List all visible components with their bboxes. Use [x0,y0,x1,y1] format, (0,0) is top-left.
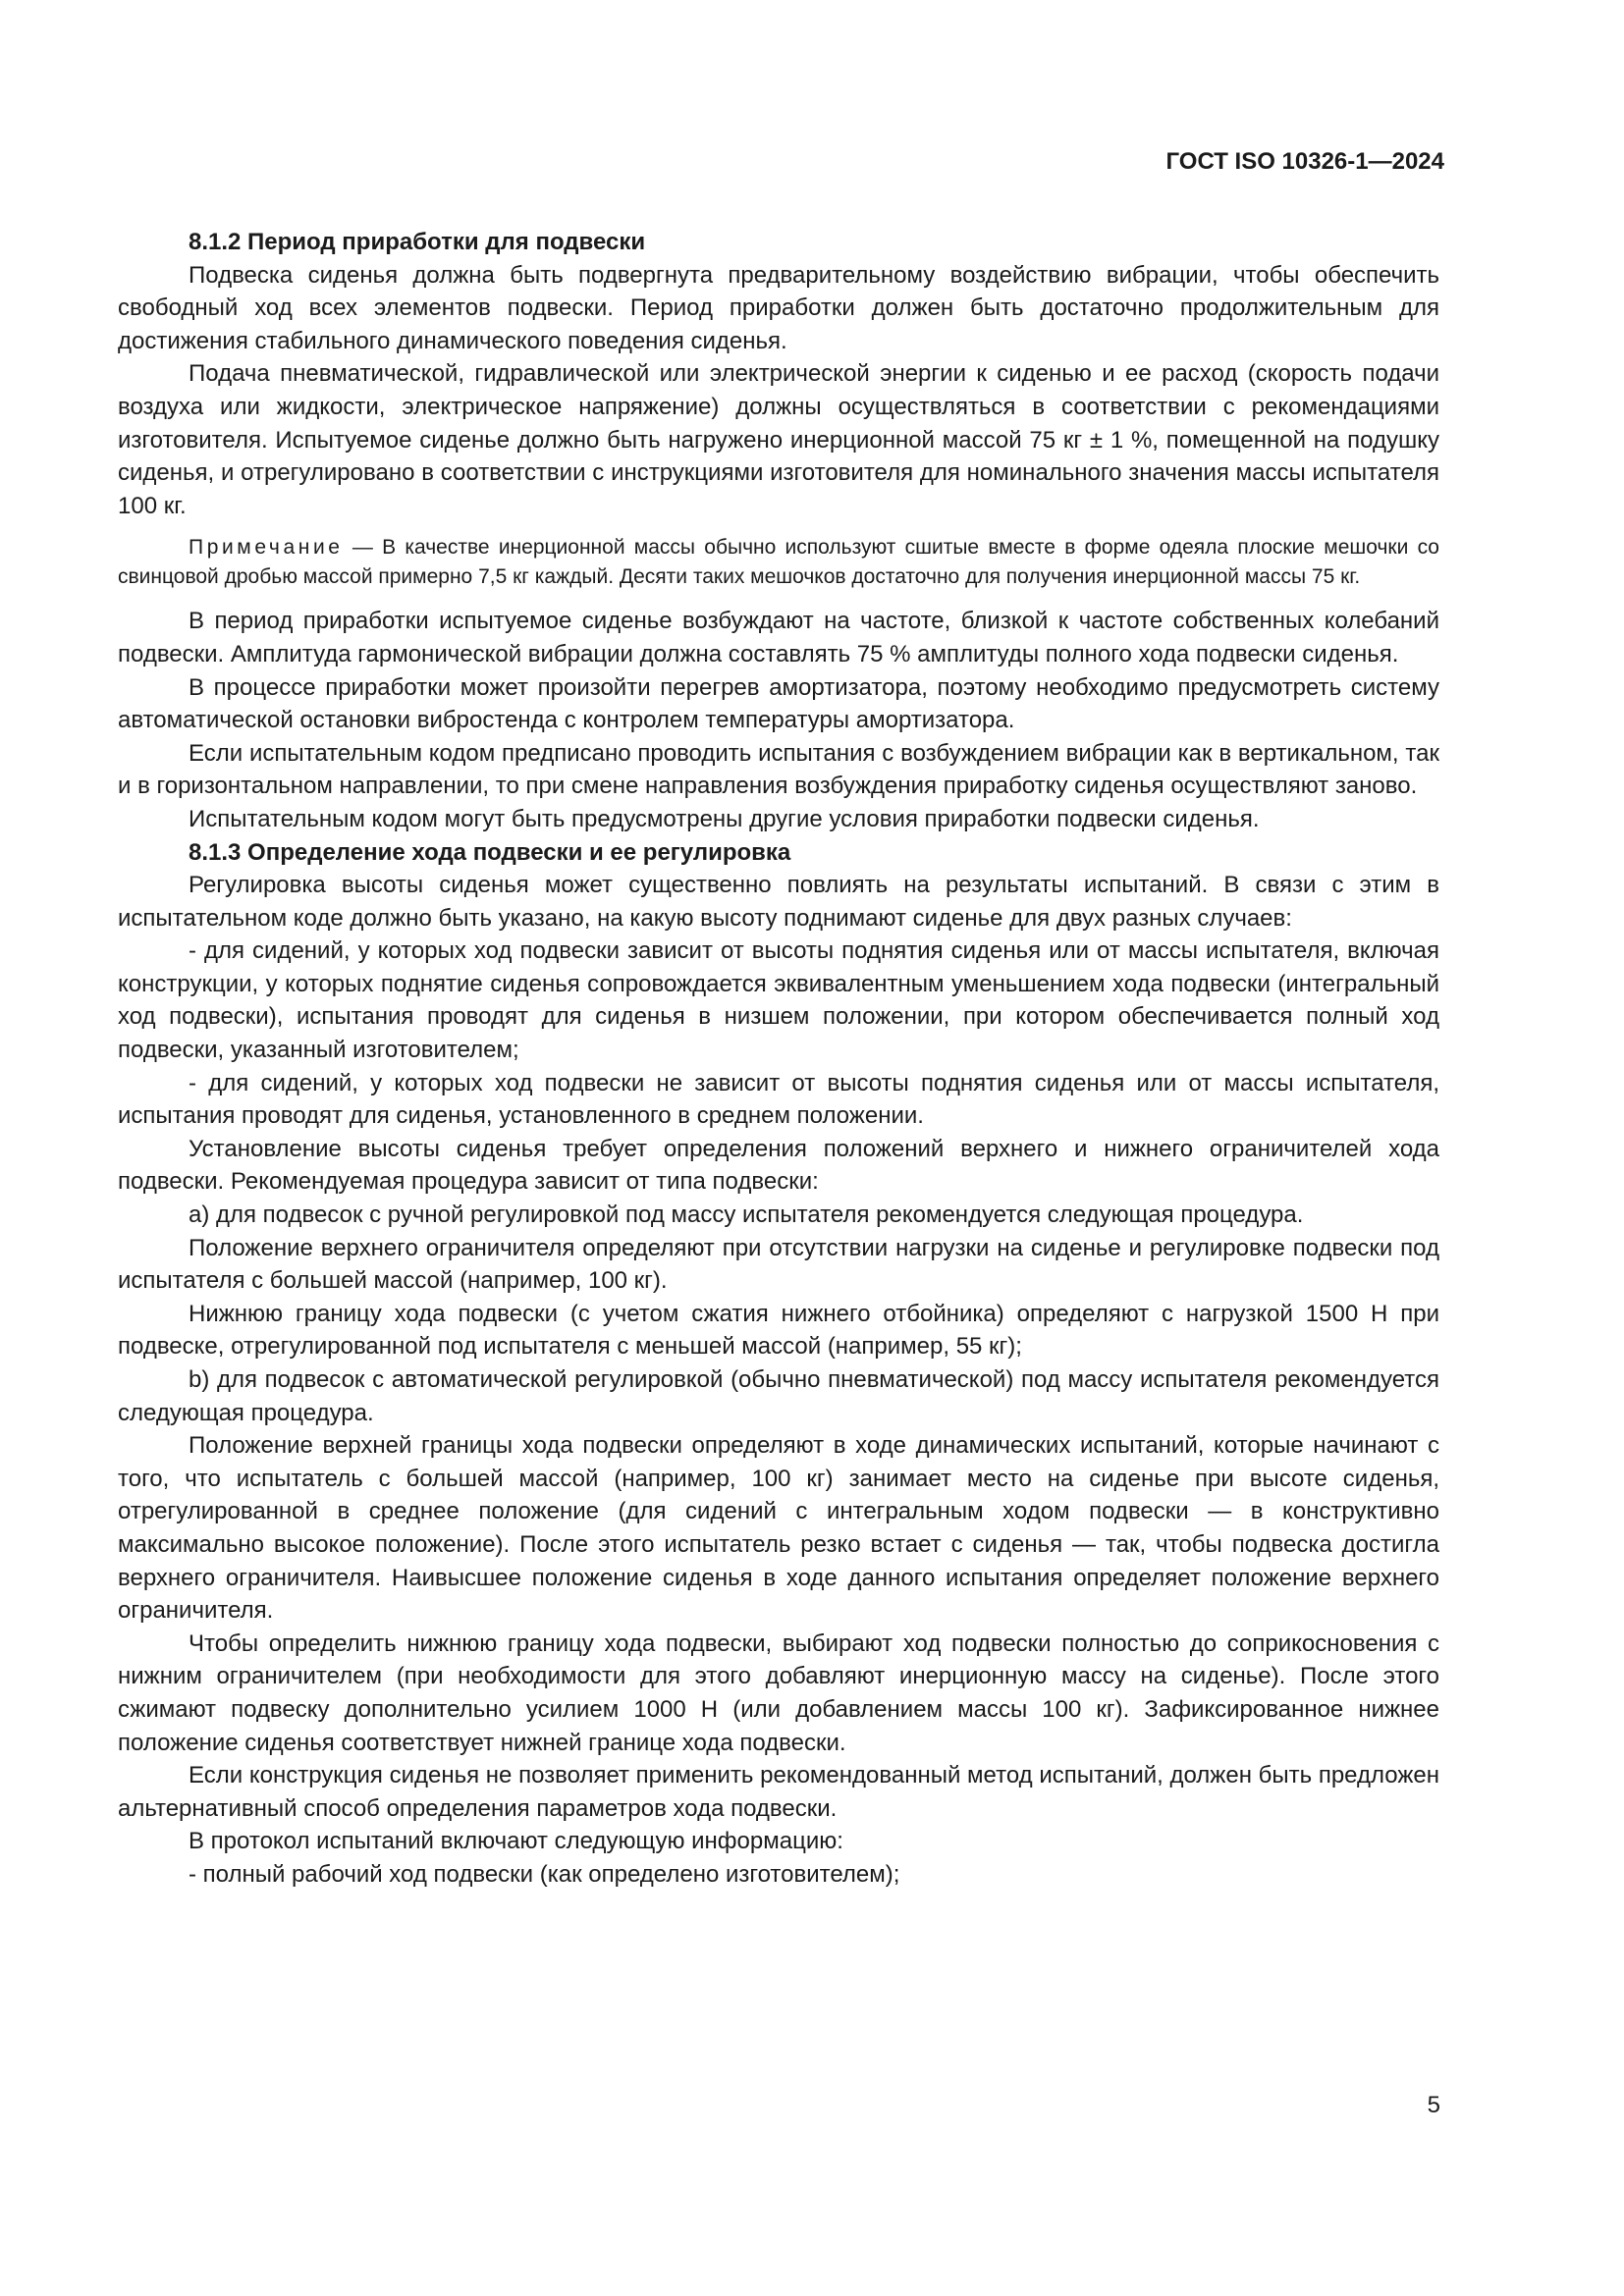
paragraph: Подача пневматической, гидравлической или электрической энергии к сиденью и ее расход (скорость подачи воздуха или жидкости, электрическое напряжение) должны осуществляться в соответствии с рекомендациями изготовителя. Испытуемое сиденье должно быть нагружено инерционной массой 75 кг ± 1 %, помещенной на подушку сиденья, и отрегулировано в соответствии с инструкциями изготовителя для номинального значения массы испытателя 100 кг. [118,360,1439,519]
paragraph: Нижнюю границу хода подвески (с учетом сжатия нижнего отбойника) определяют с нагрузкой 1500 Н при подвеске, отрегулированной под испытателя с меньшей массой (например, 55 кг); [118,1300,1439,1361]
list-item: - для сидений, у которых ход подвески зависит от высоты поднятия сиденья или от массы испытателя, включая конструкции, у которых поднятие сиденья сопровождается эквивалентным уменьшением хода подвески (интегральный ход подвески), испытания проводят для сиденья в низшем положении, при котором обеспечивается полный ход подвески, указанный изготовителем; [118,937,1439,1064]
section-heading-8-1-3: 8.1.3 Определение хода подвески и ее регулировка [189,838,791,866]
paragraph: Чтобы определить нижнюю границу хода подвески, выбирают ход подвески полностью до соприкосновения с нижним ограничителем (при необходимости для этого добавляют инерционную массу на сиденье). После этого сжимают подвеску дополнительно усилием 1000 Н (или добавлением массы 100 кг). Зафиксированное нижнее положение сиденья соответствует нижней границе хода подвески. [118,1629,1439,1756]
paragraph: Подвеска сиденья должна быть подвергнута предварительному воздействию вибрации, чтобы обеспечить свободный ход всех элементов подвески. Период приработки должен быть достаточно продолжительным для достижения стабильного динамического поведения сиденья. [118,261,1439,354]
note-text: — В качестве инерционной массы обычно используют сшитые вместе в форме одеяла плоские мешочки со свинцовой дробью массой примерно 7,5 кг каждый. Десяти таких мешочков достаточно для получения инерционной массы 75 кг. [118,536,1439,589]
paragraph: Если конструкция сиденья не позволяет применить рекомендованный метод испытаний, должен быть предложен альтернативный способ определения параметров хода подвески. [118,1762,1439,1822]
list-item: - полный рабочий ход подвески (как определено изготовителем); [189,1860,900,1888]
paragraph: В протокол испытаний включают следующую информацию: [189,1828,843,1855]
paragraph: В процессе приработки может произойти перегрев амортизатора, поэтому необходимо предусмотреть систему автоматической остановки вибростенда с контролем температуры амортизатора. [118,673,1439,734]
list-item-b: b) для подвесок с автоматической регулировкой (обычно пневматической) под массу испытателя рекомендуется следующая процедура. [118,1366,1439,1426]
paragraph: Положение верхней границы хода подвески определяют в ходе динамических испытаний, которые начинают с того, что испытатель с большей массой (например, 100 кг) занимает место на сиденье при высоте сиденья, отрегулированной в среднее положение (для сидений с интегральным ходом подвески — в конструктивно максимально высокое положение). После этого испытатель резко встает с сиденья — так, чтобы подвеска достигла верхнего ограничителя. Наивысшее положение сиденья в ходе данного испытания определяет положение верхнего ограничителя. [118,1432,1439,1625]
paragraph: В период приработки испытуемое сиденье возбуждают на частоте, близкой к частоте собственных колебаний подвески. Амплитуда гармонической вибрации должна составлять 75 % амплитуды полного хода подвески сиденья. [118,608,1439,667]
note [118,533,1439,592]
list-item: - для сидений, у которых ход подвески не зависит от высоты поднятия сиденья или от массы испытателя, испытания проводят для сиденья, установленного в среднем положении. [118,1069,1439,1130]
paragraph: Установление высоты сиденья требует определения положений верхнего и нижнего ограничителей хода подвески. Рекомендуемая процедура зависит от типа подвески: [118,1135,1439,1196]
paragraph: Регулировка высоты сиденья может существенно повлиять на результаты испытаний. В связи с этим в испытательном коде должно быть указано, на какую высоту поднимают сиденье для двух разных случаев: [118,872,1439,932]
paragraph: Если испытательным кодом предписано проводить испытания с возбуждением вибрации как в вертикальном, так и в горизонтальном направлении, то при смене направления возбуждения приработку сиденья осуществляют заново. [118,739,1439,800]
note-label: Примечание [189,536,344,560]
paragraph: Испытательным кодом могут быть предусмотрены другие условия приработки подвески сиденья. [189,805,1260,832]
document-code: ГОСТ ISO 10326-1—2024 [1165,148,1444,175]
page-number: 5 [1427,2092,1440,2118]
list-item-a: a) для подвесок с ручной регулировкой под массу испытателя рекомендуется следующая процедура. [189,1201,1304,1229]
section-heading-8-1-2: 8.1.2 Период приработки для подвески [189,229,646,255]
document-body [118,226,1439,1892]
paragraph: Положение верхнего ограничителя определяют при отсутствии нагрузки на сиденье и регулировке подвески под испытателя с большей массой (например, 100 кг). [118,1234,1439,1295]
